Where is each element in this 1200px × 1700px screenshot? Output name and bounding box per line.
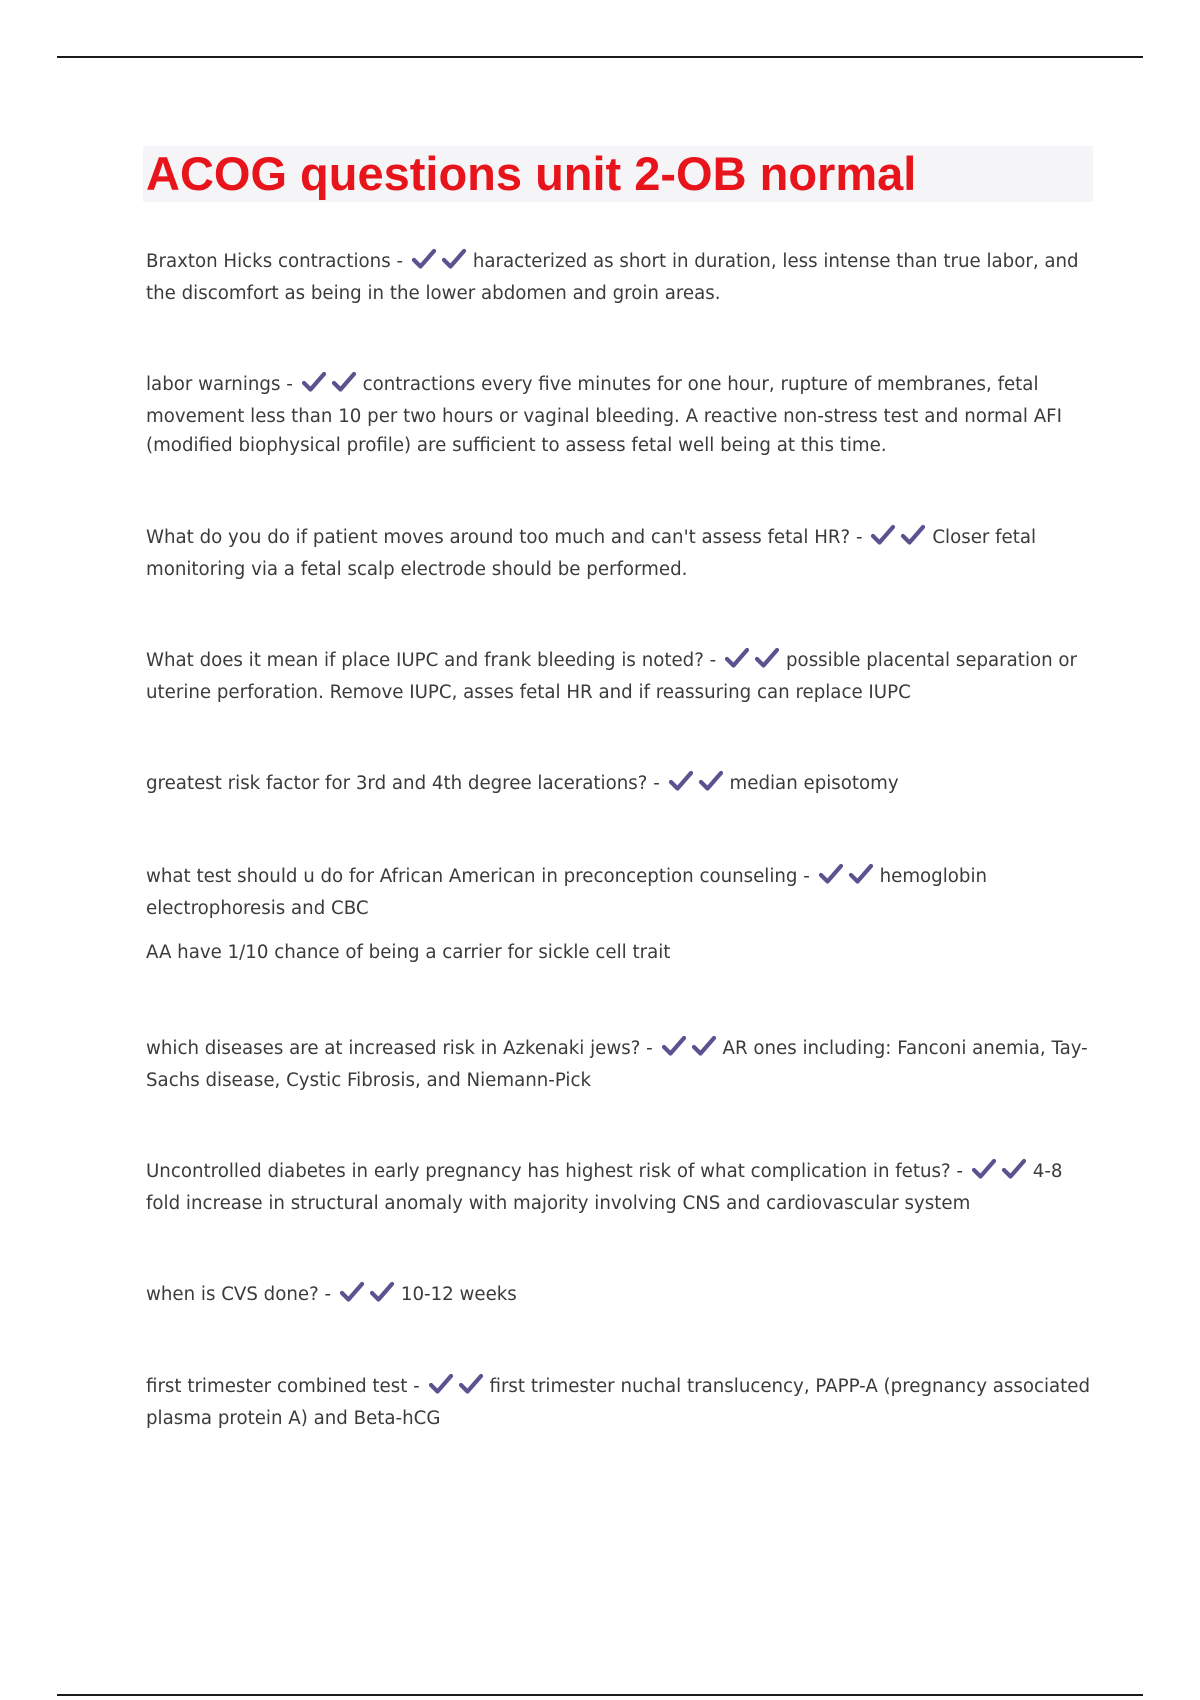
- double-check-icon: [661, 1035, 721, 1066]
- check-icon: [691, 1035, 717, 1057]
- separator: -: [318, 1284, 337, 1305]
- document-title: ACOG questions unit 2-OB normal: [146, 147, 917, 200]
- check-icon: [441, 248, 467, 270]
- answer-text: possible placental separation or uterine perforation. Remove IUPC, asses fetal HR and if reassuring can replace IUPC: [146, 650, 1078, 703]
- double-check-icon: [668, 770, 728, 801]
- check-icon: [331, 371, 357, 393]
- double-check-icon: [428, 1373, 488, 1404]
- double-check-icon: [818, 863, 878, 894]
- double-check-icon: [411, 248, 471, 279]
- separator: -: [640, 1038, 659, 1059]
- question-text: Braxton Hicks contractions: [146, 251, 391, 272]
- double-check-icon: [339, 1281, 399, 1312]
- separator: -: [850, 527, 869, 548]
- qa-entry: [146, 646, 1096, 707]
- separator: -: [647, 773, 666, 794]
- check-icon: [698, 770, 724, 792]
- double-check-icon: [724, 647, 784, 678]
- check-icon: [870, 524, 896, 546]
- check-icon: [754, 647, 780, 669]
- answer-text: haracterized as short in duration, less intense than true labor, and the discomfort as being in the lower abdomen and groin areas.: [146, 251, 1079, 304]
- answer-text: 10-12 weeks: [400, 1284, 517, 1305]
- check-icon: [848, 863, 874, 885]
- check-icon: [900, 524, 926, 546]
- separator: -: [703, 650, 723, 671]
- check-icon: [661, 1035, 687, 1057]
- top-divider: [57, 56, 1143, 58]
- qa-entry: [146, 862, 1096, 967]
- qa-entry: [146, 1157, 1096, 1218]
- separator: -: [797, 866, 816, 887]
- answer-text: 4-8 fold increase in structural anomaly with majority involving CNS and cardiovascular system: [146, 1161, 1063, 1214]
- answer-text: hemoglobin electrophoresis and CBC: [146, 866, 988, 919]
- check-icon: [1001, 1158, 1027, 1180]
- qa-entry: [146, 370, 1096, 460]
- qa-entry: [146, 1034, 1096, 1095]
- question-text: labor warnings: [146, 374, 281, 395]
- note-text: AA have 1/10 chance of being a carrier for sickle cell trait: [146, 942, 671, 963]
- separator: -: [950, 1161, 969, 1182]
- check-icon: [724, 647, 750, 669]
- qa-entry: [146, 247, 1096, 308]
- qa-entry: [146, 523, 1096, 584]
- question-text: which diseases are at increased risk in Azkenaki jews?: [146, 1038, 641, 1059]
- answer-text: median episotomy: [729, 773, 899, 794]
- separator: -: [390, 251, 409, 272]
- answer-text: first trimester nuchal translucency, PAPP-A (pregnancy associated plasma protein A) and Beta-hCG: [146, 1376, 1091, 1429]
- check-icon: [458, 1373, 484, 1395]
- double-check-icon: [971, 1158, 1031, 1189]
- qa-entry: [146, 1280, 1096, 1312]
- question-text: What does it mean if place IUPC and frank bleeding is noted?: [146, 650, 704, 671]
- answer-text: contractions every five minutes for one hour, rupture of membranes, fetal movement less than 10 per two hours or vaginal bleeding. A reactive non-stress test and normal AFI (modified biophysical profile) are sufficient to assess fetal well being at this time.: [146, 374, 1062, 456]
- qa-entry: [146, 769, 1096, 801]
- check-icon: [369, 1281, 395, 1303]
- separator: -: [280, 374, 299, 395]
- question-text: when is CVS done?: [146, 1284, 319, 1305]
- check-icon: [668, 770, 694, 792]
- question-text: what test should u do for African American in preconception counseling: [146, 866, 798, 887]
- double-check-icon: [870, 524, 930, 555]
- check-icon: [971, 1158, 997, 1180]
- check-icon: [428, 1373, 454, 1395]
- check-icon: [301, 371, 327, 393]
- answer-text: AR ones including: Fanconi anemia, Tay-Sachs disease, Cystic Fibrosis, and Niemann-Pick: [146, 1038, 1088, 1091]
- answer-text: Closer fetal monitoring via a fetal scalp electrode should be performed.: [146, 527, 1037, 580]
- separator: -: [407, 1376, 426, 1397]
- check-icon: [411, 248, 437, 270]
- qa-entry: [146, 1372, 1096, 1433]
- question-text: Uncontrolled diabetes in early pregnancy has highest risk of what complication in fetus?: [146, 1161, 951, 1182]
- double-check-icon: [301, 371, 361, 402]
- check-icon: [818, 863, 844, 885]
- check-icon: [339, 1281, 365, 1303]
- question-text: first trimester combined test: [146, 1376, 408, 1397]
- bottom-divider: [57, 1694, 1143, 1696]
- question-text: greatest risk factor for 3rd and 4th degree lacerations?: [146, 773, 648, 794]
- question-text: What do you do if patient moves around too much and can't assess fetal HR?: [146, 527, 851, 548]
